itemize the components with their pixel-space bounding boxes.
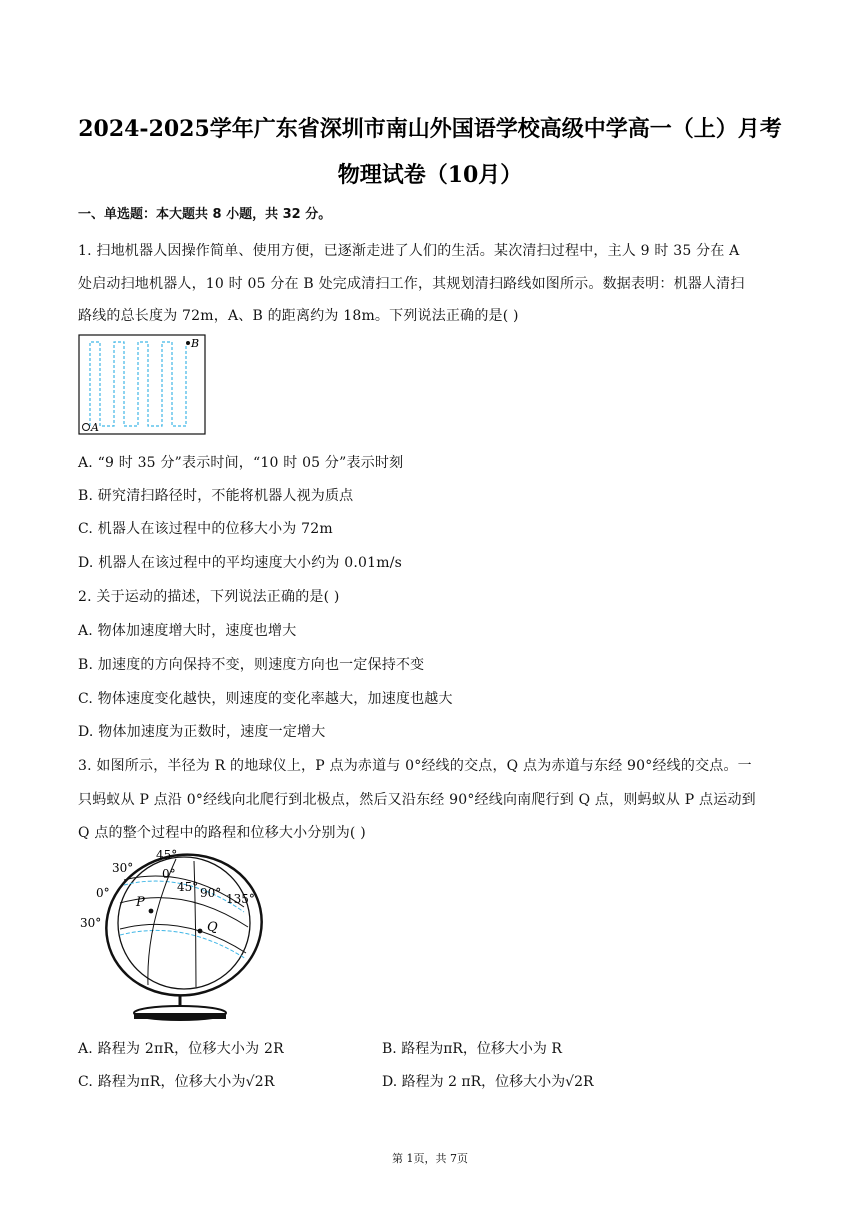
q2-option-a: A. 物体加速度增大时，速度也增大 [78, 623, 297, 639]
document-title-line1: 2024-2025学年广东省深圳市南山外国语学校高级中学高一（上）月考 [78, 116, 782, 142]
label-lon-90: 90° [200, 886, 222, 900]
label-lat-30-top: 30° [112, 861, 134, 875]
label-b: B [191, 337, 200, 350]
end-point-marker [186, 341, 190, 345]
label-lat-30-bottom: 30° [80, 916, 102, 930]
q3-option-b: B. 路程为πR，位移大小为 R [382, 1041, 562, 1057]
q2-stem: 2. 关于运动的描述，下列说法正确的是( ) [78, 589, 340, 605]
robot-start-marker [83, 424, 90, 431]
q2-option-b: B. 加速度的方向保持不变，则速度方向也一定保持不变 [78, 657, 425, 673]
label-lat-45: 45° [156, 848, 178, 862]
q1-stem-line1: 1. 扫地机器人因操作简单、使用方便，已逐渐走进了人们的生活。某次清扫过程中，主人 9 时 35 分在 A [78, 243, 740, 259]
document-title-line2: 物理试卷（10月） [337, 162, 523, 188]
q1-stem-line3: 路线的总长度为 72m，A、B 的距离约为 18m。下列说法正确的是( ) [78, 308, 519, 324]
cleaning-path-line [90, 342, 186, 426]
label-lon-135: 135° [226, 892, 255, 906]
q3-option-a: A. 路程为 2πR，位移大小为 2R [78, 1041, 284, 1057]
q1-cleaning-path-figure [78, 334, 208, 436]
q3-stem-line1: 3. 如图所示，半径为 R 的地球仪上，P 点为赤道与 0°经线的交点，Q 点为赤道与东经 90°经线的交点。一 [78, 758, 752, 774]
point-q-marker [198, 929, 203, 934]
q3-stem-line3: Q 点的整个过程中的路程和位移大小分别为( ) [78, 825, 366, 841]
section-heading: 一、单选题：本大题共 8 小题，共 32 分。 [78, 207, 332, 222]
q1-option-b: B. 研究清扫路径时，不能将机器人视为质点 [78, 488, 354, 504]
page-footer: 第 1页，共 7页 [392, 1152, 468, 1165]
q2-option-d: D. 物体加速度为正数时，速度一定增大 [78, 724, 326, 740]
q3-globe-figure [76, 845, 266, 1027]
label-a: A [91, 421, 99, 434]
q3-option-d: D. 路程为 2 πR，位移大小为√2R [382, 1074, 594, 1090]
q1-option-a: A. “9 时 35 分”表示时间，“10 时 05 分”表示时刻 [78, 455, 404, 471]
q1-stem-line2: 处启动扫地机器人，10 时 05 分在 B 处完成清扫工作，其规划清扫路线如图所示。数据表明：机器人清扫 [78, 276, 745, 292]
dashed-line-2 [120, 930, 246, 959]
label-lat-0: 0° [96, 886, 110, 900]
q1-option-c: C. 机器人在该过程中的位移大小为 72m [78, 521, 333, 537]
label-lon-45: 45° [177, 880, 199, 894]
q1-option-d: D. 机器人在该过程中的平均速度大小约为 0.01m/s [78, 555, 403, 571]
q3-stem-line2: 只蚂蚁从 P 点沿 0°经线向北爬行到北极点，然后又沿东经 90°经线向南爬行到 Q 点，则蚂蚁从 P 点运动到 [78, 792, 756, 808]
point-p-marker [149, 909, 154, 914]
q3-option-c: C. 路程为πR，位移大小为√2R [78, 1074, 275, 1090]
globe-base-edge [134, 1013, 226, 1019]
label-q: Q [207, 920, 218, 935]
q2-option-c: C. 物体速度变化越快，则速度的变化率越大，加速度也越大 [78, 691, 453, 707]
label-lon-0: 0° [162, 867, 176, 881]
label-p: P [136, 895, 145, 910]
room-outline [79, 335, 205, 434]
latitude-line-30s [120, 924, 246, 953]
